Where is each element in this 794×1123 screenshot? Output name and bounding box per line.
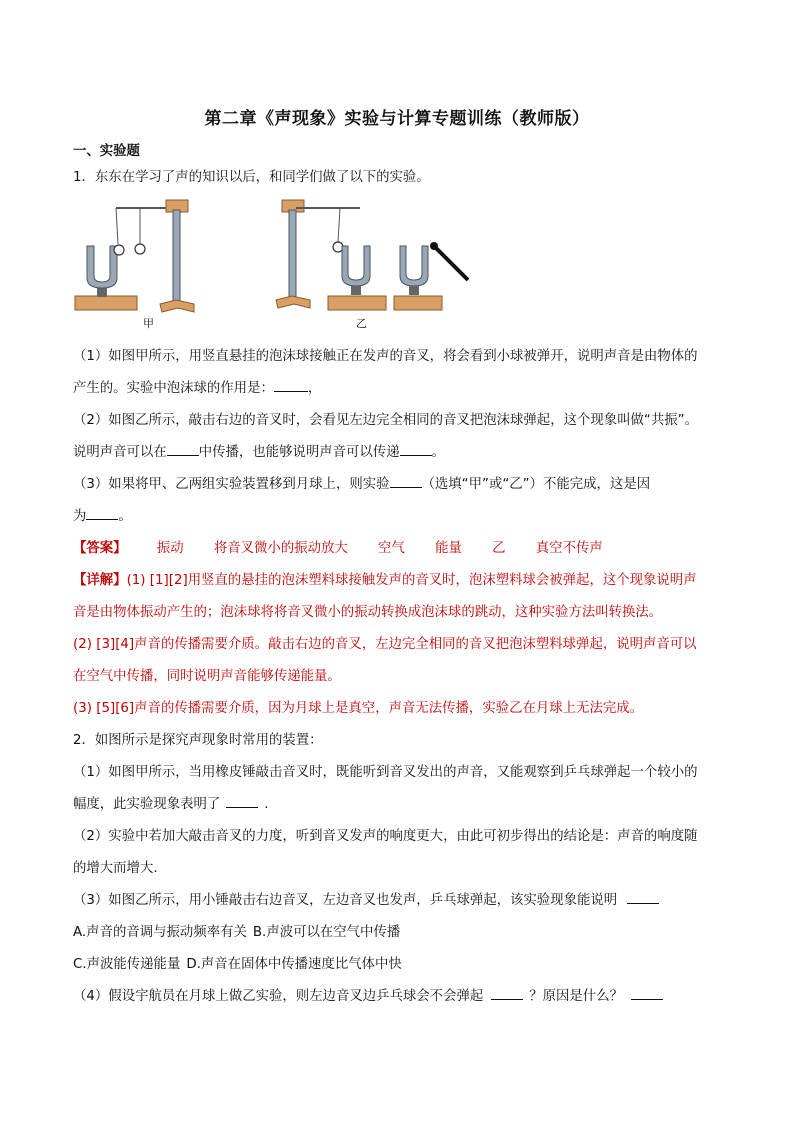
answer-blank[interactable] — [631, 986, 663, 1000]
answer-blank[interactable] — [167, 442, 199, 456]
q1-detail-line3: (2) [3][4]声音的传播需要介质。敲击右边的音叉，左边完全相同的音叉把泡沫塑料球弹起，说明声音可以 — [73, 637, 697, 652]
q1-detail-line4: 在空气中传播，同时说明声音能够传递能量。 — [73, 669, 341, 684]
q1-part3-line1: （3）如果将甲、乙两组实验装置移到月球上，则实验 （选填“甲”或“乙”）不能完成，这是因 — [73, 473, 650, 492]
figure-label-yi: 乙 — [356, 317, 367, 330]
q1-stem: 1．东东在学习了声的知识以后，和同学们做了以下的实验。 — [73, 170, 430, 185]
q1-part2-line2: 说明声音可以在 中传播，也能够说明声音可以传递 。 — [73, 441, 445, 460]
q2-part1-line2: 幅度，此实验现象表明了 . — [73, 793, 269, 812]
answer-2: 将音叉微小的振动放大 — [213, 541, 348, 556]
q1-answer-line — [73, 537, 603, 556]
section-heading: 一、实验题 — [73, 144, 140, 159]
answer-6: 真空不传声 — [535, 541, 603, 556]
q1-detail-line2: 音是由物体振动产生的；泡沫球将将音叉微小的振动转换成泡沫球的跳动，这种实验方法叫转换法。 — [73, 605, 663, 620]
answer-blank[interactable] — [274, 378, 308, 392]
answer-4: 能量 — [435, 541, 462, 556]
q1-part1-line1: （1）如图甲所示，用竖直悬挂的泡沫球接触正在发声的音叉，将会看到小球被弹开，说明声音是由物体的 — [73, 349, 698, 364]
detail-tag: 【详解】 — [73, 573, 127, 588]
figure-jia — [75, 200, 194, 330]
answer-blank[interactable] — [400, 442, 432, 456]
answer-blank[interactable] — [627, 890, 659, 904]
tuning-fork-figure — [70, 196, 480, 336]
option-a: A.声音的音调与振动频率有关 — [73, 925, 247, 940]
figure-label-jia: 甲 — [143, 317, 154, 330]
q1-part3-line2: 为 。 — [73, 505, 132, 524]
q2-part4: （4）假设宇航员在月球上做乙实验，则左边音叉边乒乓球会不会弹起 ？原因是什么？ — [73, 985, 663, 1004]
q2-stem: 2．如图所示是探究声现象时常用的装置： — [73, 733, 323, 748]
q1-part2-line1: （2）如图乙所示，敲击右边的音叉时，会看见左边完全相同的音叉把泡沫球弹起，这个现象叫做“共振”。 — [73, 413, 698, 428]
q1-part1-line2: 产生的。实验中泡沫球的作用是： ， — [73, 377, 321, 396]
figure-yi — [276, 200, 468, 330]
option-c: C.声波能传递能量 — [73, 957, 181, 972]
q2-part2-line2: 的增大而增大. — [73, 861, 158, 876]
option-d: D.声音在固体中传播速度比气体中快 — [186, 957, 402, 972]
answer-3: 空气 — [378, 541, 405, 556]
q1-detail-line1: 【详解】(1) [1][2]用竖直的悬挂的泡沫塑料球接触发声的音叉时，泡沫塑料球会被弹起，这个现象说明声 — [73, 573, 697, 588]
answer-blank[interactable] — [226, 794, 258, 808]
q2-part3: （3）如图乙所示，用小锤敲击右边音叉，左边音叉也发声，乒乓球弹起，该实验现象能说明 — [73, 889, 659, 908]
q2-part2-line1: （2）实验中若加大敲击音叉的力度，听到音叉发声的响度更大，由此可初步得出的结论是：声音的响度随 — [73, 829, 698, 844]
answer-blank[interactable] — [86, 506, 118, 520]
answer-5: 乙 — [492, 541, 506, 556]
answer-tag: 【答案】 — [73, 541, 127, 556]
option-b: B.声波可以在空气中传播 — [252, 925, 401, 940]
q2-part1-line1: （1）如图甲所示，当用橡皮锤敲击音叉时，既能听到音叉发出的声音，又能观察到乒乓球弹起一个较小的 — [73, 765, 698, 780]
answer-1: 振动 — [156, 541, 184, 556]
q2-options-cd — [73, 953, 402, 972]
q2-options-ab — [73, 921, 400, 940]
q1-detail-line5: (3) [5][6]声音的传播需要介质，因为月球上是真空，声音无法传播，实验乙在月球上无法完成。 — [73, 701, 644, 716]
page-title: 第二章《声现象》实验与计算专题训练（教师版） — [204, 109, 590, 129]
answer-blank[interactable] — [390, 474, 422, 488]
answer-blank[interactable] — [491, 986, 523, 1000]
